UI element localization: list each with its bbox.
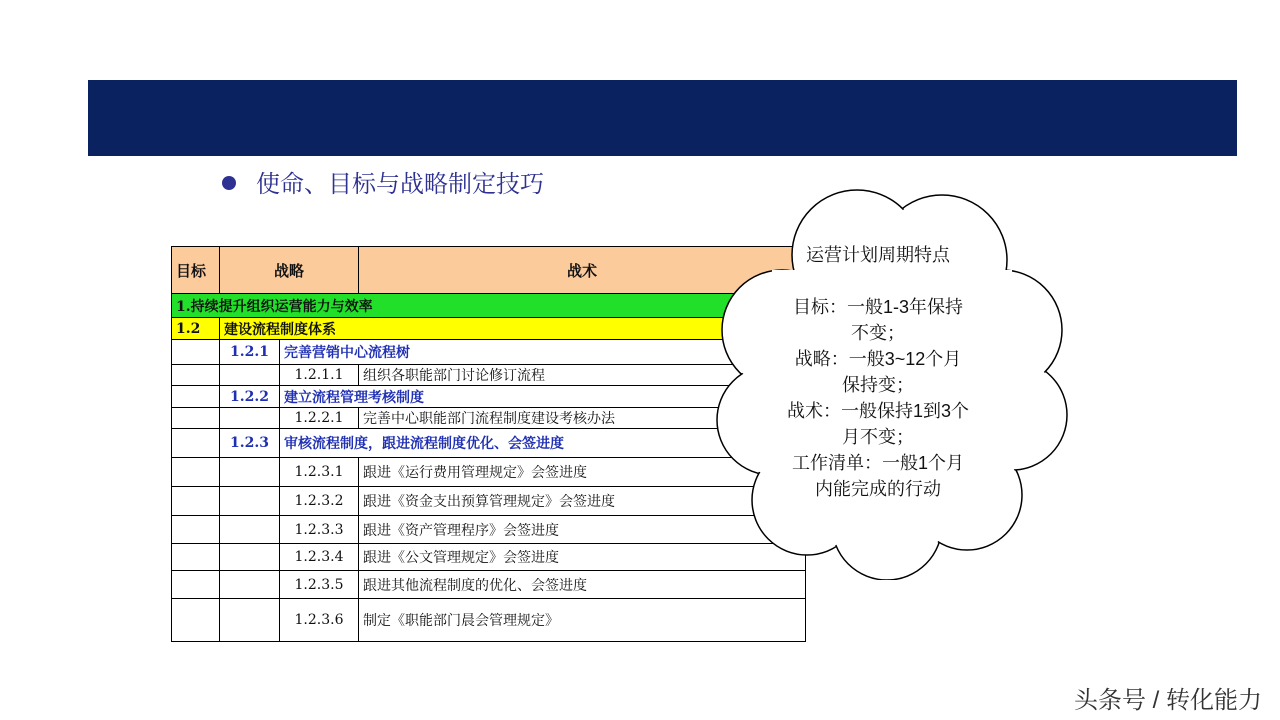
row-code: 1.2.3.1	[280, 458, 359, 487]
cloud-line: 不变；	[851, 323, 905, 343]
row-code: 1.2.3.4	[280, 544, 359, 571]
strategy-code: 1.2	[172, 318, 220, 340]
header-band	[88, 80, 1237, 156]
table-row	[172, 408, 806, 429]
table-row	[172, 458, 806, 487]
header-goal: 目标	[172, 247, 220, 294]
table-row	[172, 386, 806, 408]
plan-table	[171, 246, 806, 642]
row-label: 审核流程制度，跟进流程制度优化、会签进度	[280, 429, 806, 458]
header-tactics: 战术	[359, 247, 806, 294]
row-label: 跟进其他流程制度的优化、会签进度	[359, 571, 806, 599]
cloud-line: 月不变；	[842, 427, 914, 447]
table-row	[172, 599, 806, 642]
row-code: 1.2.2	[220, 386, 280, 408]
table-row	[172, 544, 806, 571]
row-label: 制定《职能部门晨会管理规定》	[359, 599, 806, 642]
cloud-line: 保持变；	[842, 375, 914, 395]
table-row	[172, 487, 806, 516]
table-row	[172, 429, 806, 458]
cloud-line: 目标：一般1-3年保持	[792, 297, 963, 317]
row-label: 跟进《运行费用管理规定》会签进度	[359, 458, 806, 487]
cloud-text	[752, 242, 1004, 502]
row-code: 1.2.1.1	[280, 365, 359, 386]
table-header-row	[172, 247, 806, 294]
goal-row-text: 1.持续提升组织运营能力与效率	[172, 294, 806, 318]
row-code: 1.2.2.1	[280, 408, 359, 429]
cloud-line: 内能完成的行动	[815, 479, 941, 499]
row-code: 1.2.3	[220, 429, 280, 458]
watermark: 头条号 / 转化能力	[1073, 687, 1262, 714]
header-strategy: 战略	[220, 247, 359, 294]
row-label: 完善中心职能部门流程制度建设考核办法	[359, 408, 806, 429]
row-label: 跟进《公文管理规定》会签进度	[359, 544, 806, 571]
strategy-row	[172, 318, 806, 340]
row-label: 建立流程管理考核制度	[280, 386, 806, 408]
row-code: 1.2.3.5	[280, 571, 359, 599]
table-row	[172, 516, 806, 544]
table-row	[172, 340, 806, 365]
row-label: 组织各职能部门讨论修订流程	[359, 365, 806, 386]
row-code: 1.2.3.3	[280, 516, 359, 544]
cloud-line: 战略：一般3~12个月	[794, 349, 962, 369]
table-row	[172, 571, 806, 599]
row-code: 1.2.1	[220, 340, 280, 365]
row-label: 完善营销中心流程树	[280, 340, 806, 365]
row-code: 1.2.3.6	[280, 599, 359, 642]
row-label: 跟进《资产管理程序》会签进度	[359, 516, 806, 544]
bullet-dot	[222, 176, 236, 190]
cloud-line: 工作清单：一般1个月	[791, 453, 964, 473]
goal-row	[172, 294, 806, 318]
slide-heading: 使命、目标与战略制定技巧	[256, 170, 544, 198]
row-code: 1.2.3.2	[280, 487, 359, 516]
cloud-line: 战术：一般保持1到3个	[786, 401, 970, 421]
row-label: 跟进《资金支出预算管理规定》会签进度	[359, 487, 806, 516]
table-row	[172, 365, 806, 386]
strategy-label: 建设流程制度体系	[220, 318, 806, 340]
cloud-title: 运营计划周期特点	[806, 245, 950, 265]
